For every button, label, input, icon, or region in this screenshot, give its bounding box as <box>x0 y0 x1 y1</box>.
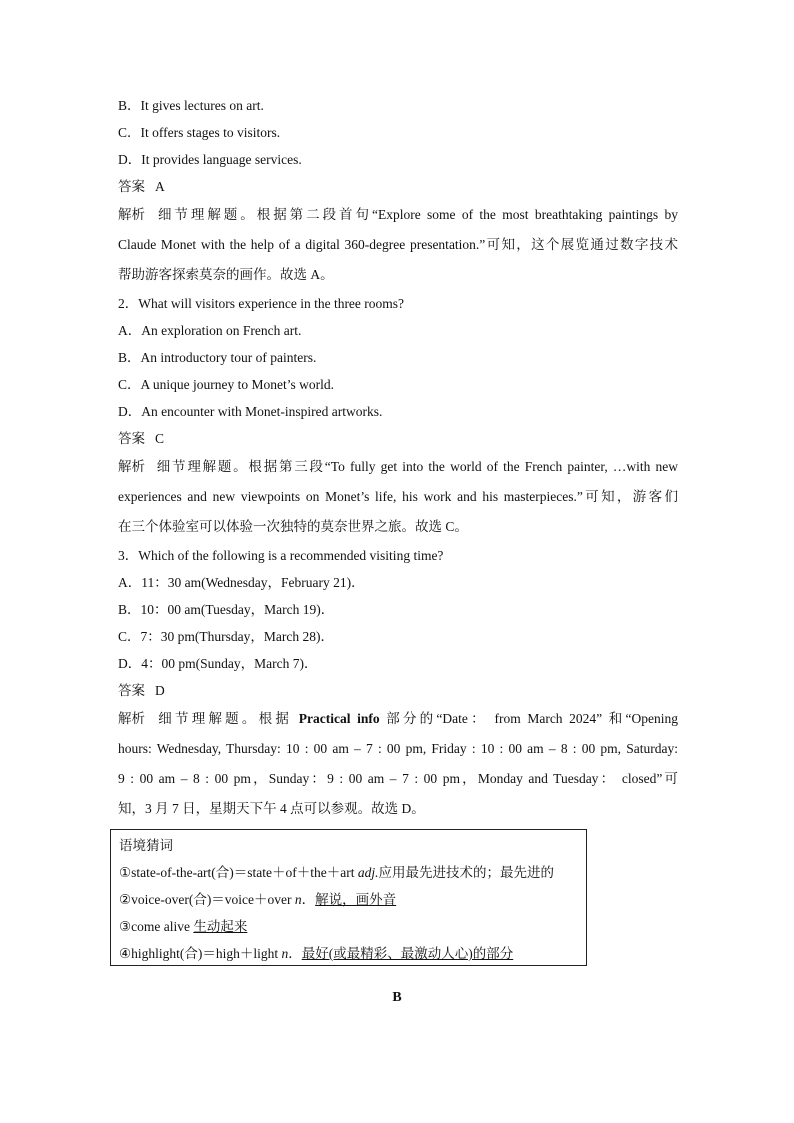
analysis-line: hours: Wednesday, Thursday: 10 : 00 am – 7 : 00 pm, Friday : 10 : 00 am – 8 : 00 pm, Saturday: <box>118 741 678 756</box>
analysis-line: 9 : 00 am – 8 : 00 pm，Sunday：9 : 00 am – 7 : 00 pm，Monday and Tuesday： closed”可 <box>118 771 678 786</box>
q3-option-d: D．4：00 pm(Sunday，March 7)． <box>118 656 318 671</box>
analysis-line: 知，3 月 7 日，星期天下午 4 点可以参观。故选 D。 <box>118 801 425 816</box>
q2-option-a: A．An exploration on French art. <box>118 323 302 338</box>
q3-option-c: C．7：30 pm(Thursday，March 28)． <box>118 629 334 644</box>
q2-analysis <box>118 452 678 542</box>
answer-value: A <box>155 179 165 194</box>
vocab-item: ①state-of-the-art(合)＝state＋of＋the＋art adj.应用最先进技术的；最先进的 <box>119 865 555 880</box>
answer-label: 答案 <box>118 683 145 698</box>
analysis-line: 在三个体验室可以体验一次独特的莫奈世界之旅。故选 C。 <box>118 519 468 534</box>
analysis-line: 细节理解题。根据第三段“To fully get into the world of the French painter, …with new <box>155 459 678 474</box>
vocab-item: ②voice-over(合)＝voice＋over n．解说，画外音 <box>119 892 397 907</box>
analysis-label: 解析 <box>118 207 145 222</box>
q1-answer <box>118 173 678 200</box>
analysis-line: 细节理解题。根据第二段首句“Explore some of the most breathtaking paintings by <box>155 207 678 222</box>
answer-value: D <box>155 683 165 698</box>
analysis-label: 解析 <box>118 459 145 474</box>
document-body <box>118 92 678 824</box>
q1-analysis <box>118 200 678 290</box>
q3-stem: 3．Which of the following is a recommended visiting time? <box>118 548 444 563</box>
q3-option-b: B．10：00 am(Tuesday，March 19)． <box>118 602 335 617</box>
q1-option-c: C．It offers stages to visitors. <box>118 125 281 140</box>
analysis-line: Claude Monet with the help of a digital 360-degree presentation.”可知，这个展览通过数字技术 <box>118 237 678 252</box>
vocab-title: 语境猜词 <box>119 838 173 853</box>
answer-label: 答案 <box>118 179 145 194</box>
answer-value: C <box>155 431 165 446</box>
q1-option-b: B．It gives lectures on art. <box>118 98 264 113</box>
q3-analysis: 解析 细节理解题。根据 Practical info 部分的“Date： from March 2024” 和“Opening hours: Wednesday, Thursday: 10 : 00 am – 7 : 00 pm, Friday : 10 : 00 am – 8 : 00 pm, Saturday: 9 : 00 am – 8 : 00 pm，Sunday：9 : 00 am – 7 : 00 pm，Monday and Tuesday： closed”可 知，3 月 7 日，星期天下午 4 点可以参观。故选 D。 <box>118 704 678 824</box>
q2-answer <box>118 425 678 452</box>
q3-answer <box>118 677 678 704</box>
q2-option-b: B．An introductory tour of painters. <box>118 350 317 365</box>
vocab-item: ③come alive 生动起来 <box>119 919 248 934</box>
q2-option-d: D．An encounter with Monet-inspired artworks. <box>118 404 383 419</box>
analysis-line: 帮助游客探索莫奈的画作。故选 A。 <box>118 267 334 282</box>
q1-option-d: D．It provides language services. <box>118 152 302 167</box>
practical-info-bold: Practical info <box>298 711 380 726</box>
q3-option-a: A．11：30 am(Wednesday，February 21)． <box>118 575 365 590</box>
analysis-line: experiences and new viewpoints on Monet’s life, his work and his masterpieces.”可知，游客们 <box>118 489 678 504</box>
q2-option-c: C．A unique journey to Monet’s world. <box>118 377 334 392</box>
q2-stem: 2．What will visitors experience in the three rooms? <box>118 296 405 311</box>
vocab-item: ④highlight(合)＝high＋light n．最好(或最精彩、最激动人心)的部分 <box>119 946 514 961</box>
answer-label: 答案 <box>118 431 145 446</box>
page-section-label: B <box>392 990 402 1005</box>
vocab-box <box>110 829 587 966</box>
analysis-label: 解析 <box>118 711 145 726</box>
